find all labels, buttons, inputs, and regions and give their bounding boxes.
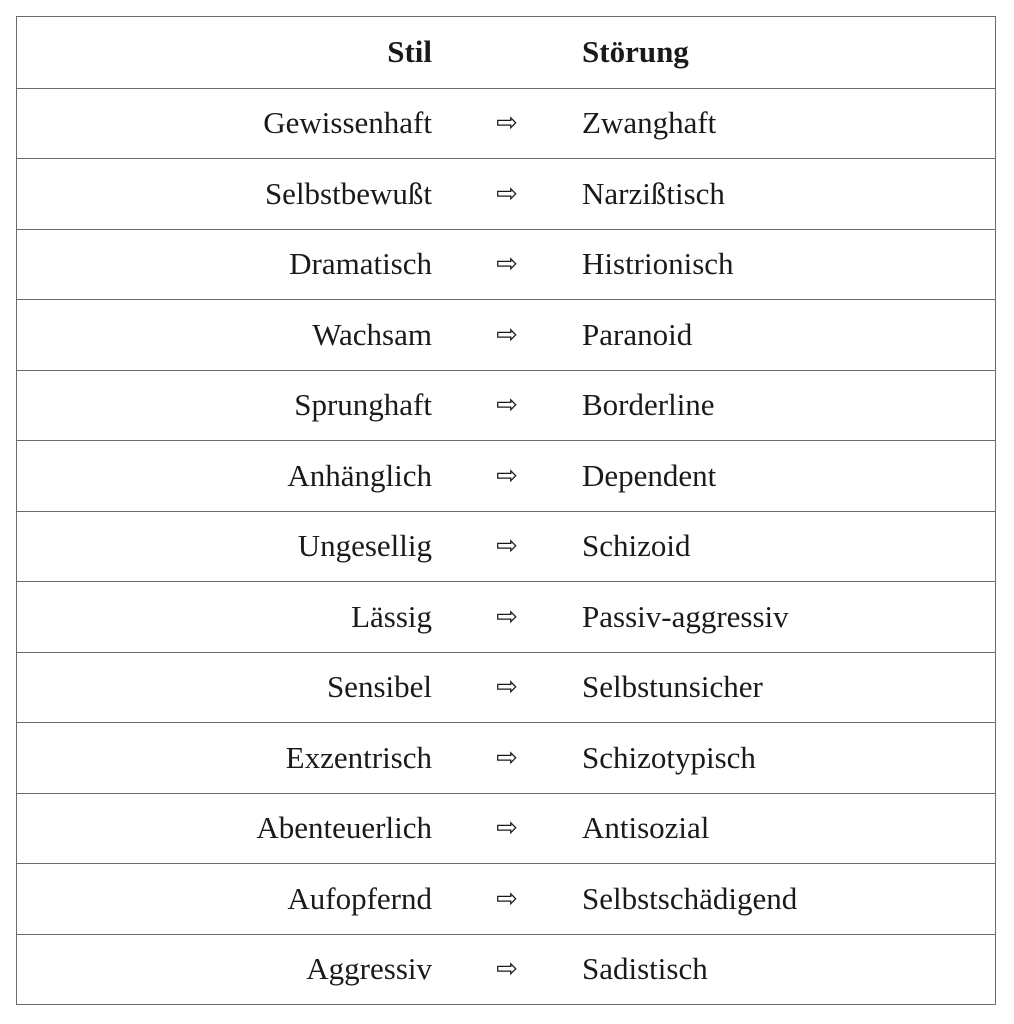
stoerung-cell: Schizotypisch — [582, 739, 756, 775]
table-row — [17, 440, 995, 511]
stil-cell: Aufopfernd — [287, 880, 432, 916]
stoerung-cell: Narzißtisch — [582, 175, 725, 211]
stil-cell: Gewissenhaft — [263, 105, 432, 141]
stoerung-cell: Antisozial — [582, 810, 710, 846]
stoerung-cell: Borderline — [582, 387, 715, 423]
header-stil: Stil — [387, 34, 432, 70]
stoerung-cell: Dependent — [582, 457, 717, 493]
arrow-right-icon: ⇨ — [496, 178, 518, 209]
stoerung-cell: Zwanghaft — [582, 105, 717, 141]
table-row — [17, 934, 995, 1005]
arrow-right-icon: ⇨ — [496, 531, 518, 562]
table-row — [17, 652, 995, 723]
table-header-row — [17, 17, 995, 88]
arrow-right-icon: ⇨ — [496, 249, 518, 280]
table-row — [17, 229, 995, 300]
table-row — [17, 299, 995, 370]
stoerung-cell: Selbstschädigend — [582, 880, 798, 916]
stil-cell: Sensibel — [326, 669, 432, 705]
arrow-right-icon: ⇨ — [496, 883, 518, 914]
arrow-right-icon: ⇨ — [496, 390, 518, 421]
stoerung-cell: Schizoid — [582, 528, 691, 564]
stil-cell: Anhänglich — [287, 457, 432, 493]
stil-cell: Dramatisch — [289, 246, 432, 282]
table-row — [17, 158, 995, 229]
arrow-right-icon: ⇨ — [496, 319, 518, 350]
table-row — [17, 370, 995, 441]
arrow-right-icon: ⇨ — [496, 108, 518, 139]
stil-cell: Abenteuerlich — [256, 810, 432, 846]
header-stoerung: Störung — [582, 34, 689, 70]
style-disorder-table — [16, 16, 996, 1005]
table-row — [17, 793, 995, 864]
stoerung-cell: Selbstunsicher — [582, 669, 763, 705]
table-row — [17, 863, 995, 934]
stil-cell: Ungesellig — [297, 528, 432, 564]
arrow-right-icon: ⇨ — [496, 954, 518, 985]
stoerung-cell: Passiv-aggressiv — [582, 598, 789, 634]
stil-cell: Sprunghaft — [294, 387, 432, 423]
arrow-right-icon: ⇨ — [496, 601, 518, 632]
arrow-right-icon: ⇨ — [496, 742, 518, 773]
table-row — [17, 581, 995, 652]
stoerung-cell: Paranoid — [582, 316, 693, 352]
stil-cell: Wachsam — [312, 316, 432, 352]
table-row — [17, 88, 995, 159]
arrow-right-icon: ⇨ — [496, 813, 518, 844]
table-row — [17, 722, 995, 793]
stil-cell: Exzentrisch — [285, 739, 432, 775]
stoerung-cell: Histrionisch — [582, 246, 734, 282]
table-row — [17, 511, 995, 582]
stil-cell: Aggressiv — [306, 951, 432, 987]
arrow-right-icon: ⇨ — [496, 460, 518, 491]
stoerung-cell: Sadistisch — [582, 951, 708, 987]
arrow-right-icon: ⇨ — [496, 672, 518, 703]
stil-cell: Lässig — [351, 598, 432, 634]
stil-cell: Selbstbewußt — [264, 175, 432, 211]
